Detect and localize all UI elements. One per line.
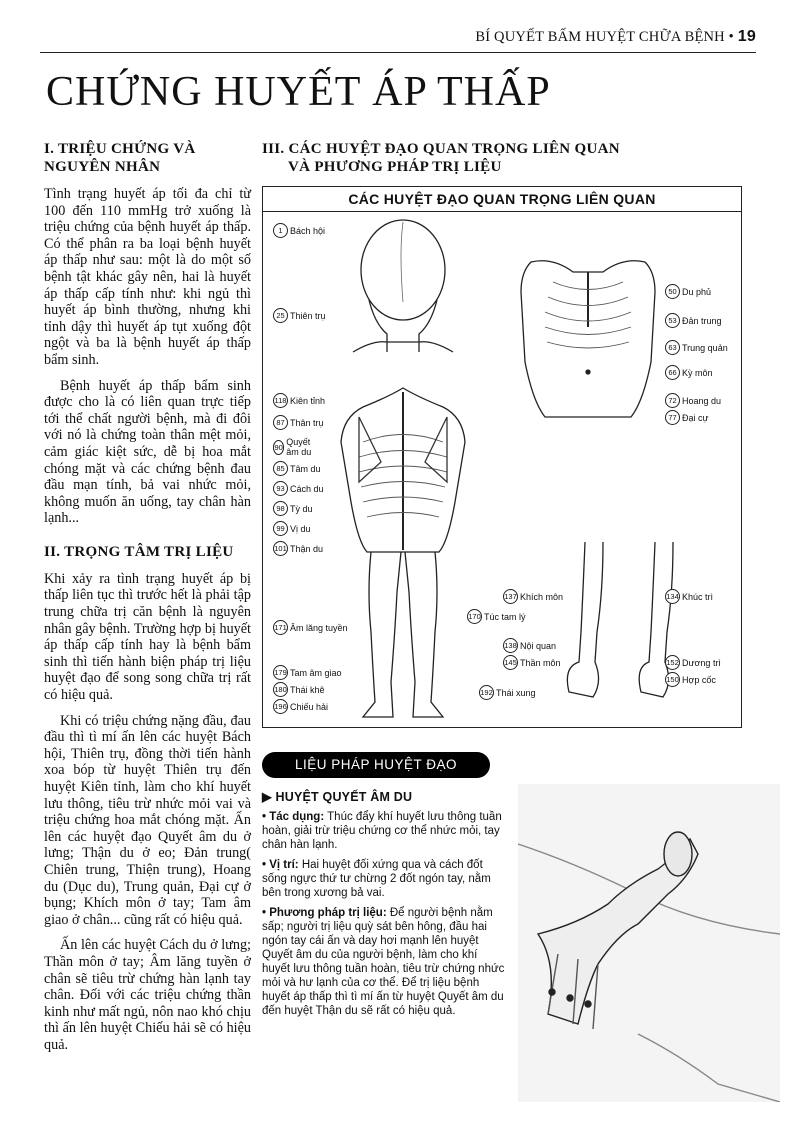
section-1-paragraph-2: Bệnh huyết áp thấp bẩm sinh được cho là có liên quan trực tiếp tới thể chất người bệnh, mà đi đôi với nó là chứng toàn thân mệt mỏi, cảm giác kiệt sức, dễ bị hoa mắt chóng mặt và các chứng bệnh đau đầu mạn tính, bả vai nhức mỏi, không muốn ăn uống, tay chân hàn lạnh... [44,377,251,527]
acupoint-label-93: 93 Cách du [273,481,324,496]
section-3-heading [262,140,742,176]
header-text: BÍ QUYẾT BẤM HUYỆT CHỮA BỆNH • [475,29,734,45]
acupoint-label-90: 90 Quyết âm du [274,437,312,457]
back-illustration [341,388,465,552]
acupoint-label-150: 150 Hợp cốc [665,672,716,687]
left-column [44,140,251,1063]
section-3-heading-line-1: III. CÁC HUYỆT ĐẠO QUAN TRỌNG LIÊN QUAN [262,141,620,157]
head-illustration [353,220,453,352]
acupoint-label-66: 66 Kỳ môn [665,365,713,380]
acupoint-label-1: 1 Bách hội [273,223,325,238]
acupoint-label-196: 196 Chiếu hải [273,699,328,714]
acupoint-label-72: 72 Hoang du [665,393,721,408]
acupoint-label-134: 134 Khúc trì [665,589,713,604]
acupoint-label-53: 53 Đản trung [665,313,722,328]
section-1-heading: I. TRIỆU CHỨNG VÀ NGUYÊN NHÂN [44,141,196,175]
acupoint-label-99: 99 Vị du [273,521,311,536]
therapy-location: • Vị trí: Hai huyệt đối xứng qua và cách đốt sống ngực thứ tư chừng 2 đốt ngón tay, nằm bên trong xương bả vai. [262,859,491,899]
therapy-heading: ▶ HUYỆT QUYẾT ÂM DU [262,790,413,804]
acupoint-label-138: 138 Nội quan [503,638,556,653]
acupoint-label-171: 171 Âm lăng tuyền [273,620,348,635]
section-3-heading-line-2: VÀ PHƯƠNG PHÁP TRỊ LIỆU [288,159,502,175]
acupoint-label-77: 77 Đại cự [665,410,709,425]
acupoint-label-192: 192 Thái xung [479,685,536,700]
acupoint-label-85: 85 Tâm du [273,461,321,476]
acupoint-label-50: 50 Du phủ [665,284,711,299]
section-2-paragraph-1: Khi xảy ra tình trạng huyết áp bị thấp liên tục thì trước hết là phải tập trung chữa trị căn bệnh là nguyên nhân gây bệnh. Trường hợp bị huyết áp thấp cấp tính hay là bệnh bẩm sinh thì tiến hành biện pháp trị liệu huyệt đạo để song song chữa trị rất có hiệu quả. [44,570,251,704]
therapy-effect: • Tác dụng: Thúc đẩy khí huyết lưu thông tuần hoàn, giải trừ triệu chứng cơ thể nhức mỏi, tay chân hàn lạnh. [262,811,502,851]
figure-title: CÁC HUYỆT ĐẠO QUAN TRỌNG LIÊN QUAN [263,187,741,212]
acupoint-label-63: 63 Trung quản [665,340,728,355]
acupoint-figure [262,186,742,728]
acupoint-label-25: 25 Thiên trụ [273,308,326,323]
massage-hands-illustration [518,784,780,1102]
running-header [40,28,756,53]
acupoint-label-118: 118 Kiên tỉnh [273,393,325,408]
section-2-heading: II. TRỌNG TÂM TRỊ LIỆU [44,543,234,560]
section-2-paragraph-2: Khi có triệu chứng nặng đầu, đau đầu thì tì mí ấn lên các huyệt Bách hội, Thiên trụ, đồng thời tiến hành xoa bóp từ huyệt Thiên trụ đến huyệt Kiên tỉnh, làm cho khí huyết lưu thông, tiêu trừ nhức mỏi vai và triệu chứng hoa mắt chóng mặt. Ấn lên các huyệt đạo Quyết âm du ở lưng; Thận du ở eo; Đản trung( Chiên trung, Thiện trung), Hoang du (Dục du), Trung quản, Đại cự ở bụng; Khích môn ở tay; Tam âm giao ở chân... cũng rất có hiệu quả. [44,712,251,928]
acupoint-label-98: 98 Tỳ du [273,501,313,516]
therapy-section [262,790,506,1024]
acupoint-label-101: 101 Thận du [273,541,323,556]
section-2-paragraph-3: Ấn lên các huyệt Cách du ở lưng; Thần môn ở tay; Âm lăng tuyền ở chân sẽ tiêu trừ chứng hàn lạnh tay chân. Đối với các triệu chứng thần kinh như mất ngủ, nôn nao khó chịu thì ấn lên huyệt Chiếu hải sẽ có hiệu quả. [44,937,251,1053]
acupoint-label-152: 152 Dương trì [665,655,721,670]
therapy-method: • Phương pháp trị liệu: Để người bệnh nằm sấp; người trị liệu quỳ sát bên hông, đầu hai ngón tay cái ấn và day hơi mạnh lên huyệt Quyết âm du của người bệnh, làm cho khí huyết lưu thông tuần hoàn, tiêu trừ chứng nhức mỏi và hư lạnh của cơ thể. Để trị liệu bệnh huyết áp thấp thì tì mí ấn từ huyệt Quyết âm du đến huyệt Thận du sẽ rất có hiệu quả. [262,907,505,1017]
page-title: CHỨNG HUYẾT ÁP THẤP [46,69,551,115]
front-torso-illustration [521,261,655,417]
acupoint-label-87: 87 Thân trụ [273,415,324,430]
section-1-paragraph-1: Tình trạng huyết áp tối đa chỉ từ 100 đến 110 mmHg trở xuống là triệu chứng của bệnh huyết áp thấp. Có thể phân ra ba loại bệnh huyết áp thấp như sau: một là do một số bệnh tật khác gây nên, hai là huyết áp thấp cấp tính như: khi ngủ thì huyết áp bình thường, nhưng khi tỉnh dậy thì huyết áp tụt xuống đột ngột và ba là bệnh huyết áp thấp bẩm sinh. [44,186,251,368]
acupoint-label-179: 179 Tam âm giao [273,665,342,680]
therapy-band: LIỆU PHÁP HUYỆT ĐẠO [262,752,490,778]
arms-illustration [567,542,673,697]
acupoint-label-180: 180 Thái khê [273,682,325,697]
acupoint-label-170: 170 Túc tam lý [467,609,526,624]
legs-illustration [363,552,443,717]
acupoint-label-145: 145 Thần môn [503,655,561,670]
page-number: 19 [737,28,756,45]
acupoint-label-137: 137 Khích môn [503,589,563,604]
